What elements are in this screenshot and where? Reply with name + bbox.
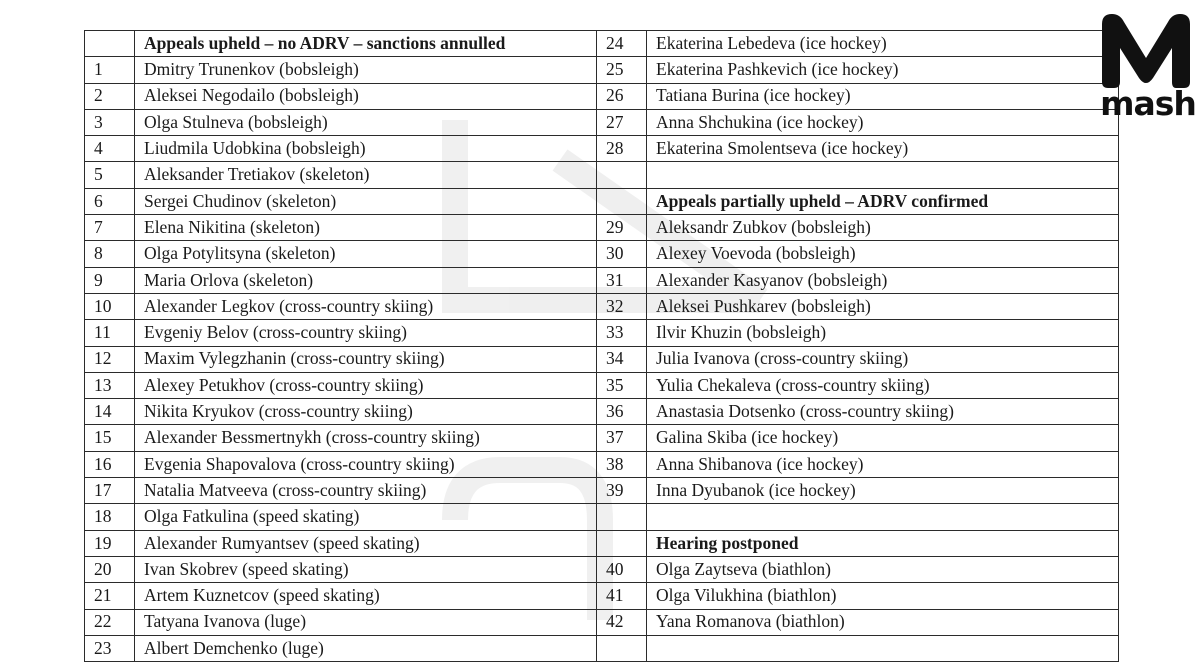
left-row-number: 19 [85,530,135,556]
athlete-name: Yulia Chekaleva (cross-country skiing) [647,372,1119,398]
athlete-name [647,504,1119,530]
athlete-name: Alexander Rumyantsev (speed skating) [135,530,597,556]
table-row [85,635,1119,661]
right-row-number: 30 [597,241,647,267]
athlete-name: Sergei Chudinov (skeleton) [135,188,597,214]
table-row [85,530,1119,556]
left-row-number: 3 [85,109,135,135]
athlete-name: Artem Kuznetcov (speed skating) [135,583,597,609]
left-row-number: 16 [85,451,135,477]
left-row-number: 5 [85,162,135,188]
athlete-name: Aleksei Negodailo (bobsleigh) [135,83,597,109]
athlete-name: Anastasia Dotsenko (cross-country skiing) [647,399,1119,425]
mash-logo-text: mash [1100,84,1196,123]
right-row-number: 35 [597,372,647,398]
left-row-number: 9 [85,267,135,293]
athlete-name: Dmitry Trunenkov (bobsleigh) [135,57,597,83]
left-row-number: 22 [85,609,135,635]
right-row-number: 31 [597,267,647,293]
left-row-number: 15 [85,425,135,451]
left-row-number: 2 [85,83,135,109]
right-row-number: 32 [597,293,647,319]
table-row [85,372,1119,398]
right-row-number: 41 [597,583,647,609]
table-row [85,188,1119,214]
table-row [85,609,1119,635]
table-row [85,320,1119,346]
table-row [85,57,1119,83]
left-row-number [85,31,135,57]
right-row-number [597,504,647,530]
left-row-number: 14 [85,399,135,425]
athlete-name: Maria Orlova (skeleton) [135,267,597,293]
section-heading: Hearing postponed [647,530,1119,556]
athlete-name: Elena Nikitina (skeleton) [135,215,597,241]
athlete-name: Ivan Skobrev (speed skating) [135,556,597,582]
athlete-name: Galina Skiba (ice hockey) [647,425,1119,451]
table-row [85,241,1119,267]
athlete-name: Olga Zaytseva (biathlon) [647,556,1119,582]
athlete-name: Olga Stulneva (bobsleigh) [135,109,597,135]
right-row-number [597,635,647,661]
table-row [85,293,1119,319]
right-row-number: 36 [597,399,647,425]
athlete-name: Liudmila Udobkina (bobsleigh) [135,136,597,162]
left-row-number: 1 [85,57,135,83]
right-row-number: 25 [597,57,647,83]
right-row-number: 29 [597,215,647,241]
table-row [85,451,1119,477]
section-heading: Appeals partially upheld – ADRV confirmed [647,188,1119,214]
right-row-number [597,530,647,556]
right-row-number [597,188,647,214]
section-heading: Appeals upheld – no ADRV – sanctions annulled [135,31,597,57]
table-row [85,504,1119,530]
left-row-number: 13 [85,372,135,398]
right-row-number: 26 [597,83,647,109]
athlete-name [647,162,1119,188]
athlete-name: Olga Potylitsyna (skeleton) [135,241,597,267]
athlete-name: Ekaterina Pashkevich (ice hockey) [647,57,1119,83]
left-row-number: 7 [85,215,135,241]
athlete-name: Nikita Kryukov (cross-country skiing) [135,399,597,425]
table-row [85,109,1119,135]
right-row-number: 33 [597,320,647,346]
table-row [85,31,1119,57]
table-row [85,267,1119,293]
left-row-number: 8 [85,241,135,267]
right-row-number: 24 [597,31,647,57]
athlete-name: Inna Dyubanok (ice hockey) [647,478,1119,504]
table-row [85,162,1119,188]
athlete-name: Alexander Legkov (cross-country skiing) [135,293,597,319]
athlete-name: Alexey Voevoda (bobsleigh) [647,241,1119,267]
left-row-number: 11 [85,320,135,346]
left-row-number: 10 [85,293,135,319]
athlete-name: Julia Ivanova (cross-country skiing) [647,346,1119,372]
athlete-name: Natalia Matveeva (cross-country skiing) [135,478,597,504]
right-row-number: 37 [597,425,647,451]
right-row-number: 42 [597,609,647,635]
right-row-number: 28 [597,136,647,162]
athlete-name: Tatyana Ivanova (luge) [135,609,597,635]
table-row [85,399,1119,425]
athlete-name: Albert Demchenko (luge) [135,635,597,661]
ruling-table [84,30,1119,662]
athlete-name: Evgeniy Belov (cross-country skiing) [135,320,597,346]
athlete-name: Alexander Bessmertnykh (cross-country skiing) [135,425,597,451]
left-row-number: 21 [85,583,135,609]
left-row-number: 23 [85,635,135,661]
left-row-number: 4 [85,136,135,162]
table-row [85,215,1119,241]
athlete-name: Evgenia Shapovalova (cross-country skiing) [135,451,597,477]
table-row [85,425,1119,451]
athlete-name: Olga Vilukhina (biathlon) [647,583,1119,609]
right-row-number: 27 [597,109,647,135]
athlete-name: Olga Fatkulina (speed skating) [135,504,597,530]
athlete-name: Ekaterina Smolentseva (ice hockey) [647,136,1119,162]
right-row-number [597,162,647,188]
athlete-name: Alexey Petukhov (cross-country skiing) [135,372,597,398]
athlete-name: Aleksander Tretiakov (skeleton) [135,162,597,188]
table-row [85,346,1119,372]
left-row-number: 12 [85,346,135,372]
athlete-name: Ekaterina Lebedeva (ice hockey) [647,31,1119,57]
athlete-name: Aleksandr Zubkov (bobsleigh) [647,215,1119,241]
right-row-number: 38 [597,451,647,477]
athlete-name [647,635,1119,661]
athlete-name: Alexander Kasyanov (bobsleigh) [647,267,1119,293]
athlete-name: Ilvir Khuzin (bobsleigh) [647,320,1119,346]
athlete-name: Yana Romanova (biathlon) [647,609,1119,635]
table-row [85,83,1119,109]
athlete-name: Aleksei Pushkarev (bobsleigh) [647,293,1119,319]
table-row [85,136,1119,162]
left-row-number: 18 [85,504,135,530]
table-row [85,556,1119,582]
left-row-number: 6 [85,188,135,214]
athlete-name: Anna Shibanova (ice hockey) [647,451,1119,477]
athlete-name: Maxim Vylegzhanin (cross-country skiing) [135,346,597,372]
right-row-number: 40 [597,556,647,582]
athlete-name: Tatiana Burina (ice hockey) [647,83,1119,109]
athlete-name: Anna Shchukina (ice hockey) [647,109,1119,135]
left-row-number: 17 [85,478,135,504]
left-row-number: 20 [85,556,135,582]
table-row [85,478,1119,504]
right-row-number: 34 [597,346,647,372]
table-row [85,583,1119,609]
right-row-number: 39 [597,478,647,504]
